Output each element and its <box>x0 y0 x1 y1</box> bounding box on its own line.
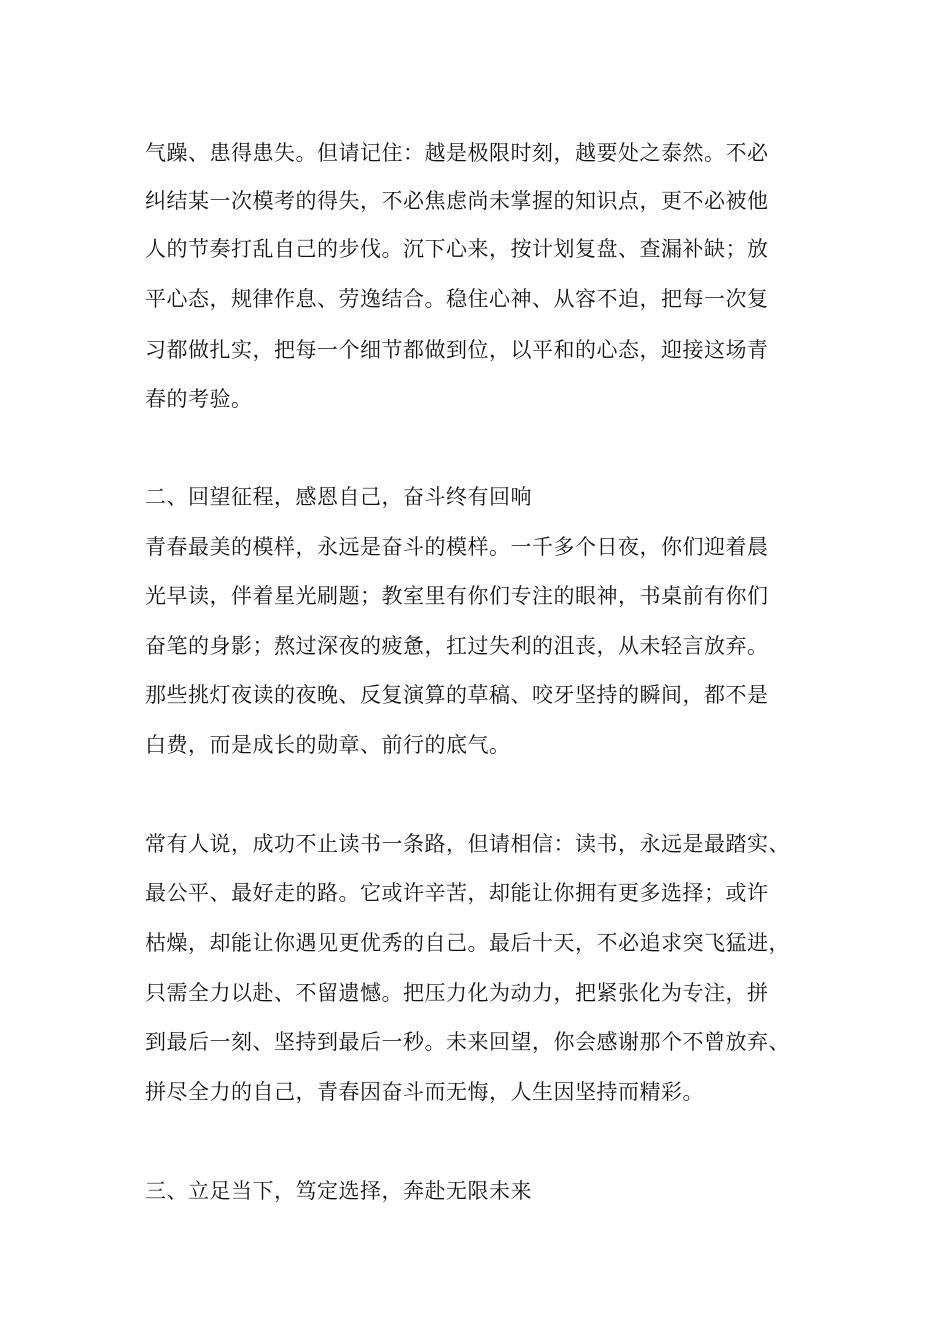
paragraph-2-line-2: 光早读，伴着星光刷题；教室里有你们专注的眼神，书桌前有你们 <box>145 584 769 608</box>
paragraph-2-line-3: 奋笔的身影；熬过深夜的疲惫，扛过失利的沮丧，从未轻言放弃。 <box>145 634 769 658</box>
paragraph-3-line-6: 拼尽全力的自己，青春因奋斗而无悔，人生因坚持而精彩。 <box>145 1080 704 1104</box>
paragraph-3-line-5: 到最后一刻、坚持到最后一秒。未来回望，你会感谢那个不曾放弃、 <box>145 1030 790 1054</box>
section-heading-2: 二、回望征程，感恩自己，奋斗终有回响 <box>145 485 532 509</box>
paragraph-3-line-1: 常有人说，成功不止读书一条路，但请相信：读书，永远是最踏实、 <box>145 832 790 856</box>
paragraph-2-line-1: 青春最美的模样，永远是奋斗的模样。一千多个日夜，你们迎着晨 <box>145 535 769 559</box>
paragraph-1-line-2: 纠结某一次模考的得失，不必焦虑尚未掌握的知识点，更不必被他 <box>145 189 769 213</box>
paragraph-1-line-5: 习都做扎实，把每一个细节都做到位，以平和的心态，迎接这场青 <box>145 338 769 362</box>
paragraph-3-line-3: 枯燥，却能让你遇见更优秀的自己。最后十天，不必追求突飞猛进， <box>145 931 790 955</box>
paragraph-1-line-4: 平心态，规律作息、劳逸结合。稳住心神、从容不迫，把每一次复 <box>145 287 769 311</box>
paragraph-1-line-6: 春的考验。 <box>145 387 253 411</box>
paragraph-3-line-2: 最公平、最好走的路。它或许辛苦，却能让你拥有更多选择；或许 <box>145 881 769 905</box>
paragraph-2-line-4: 那些挑灯夜读的夜晚、反复演算的草稿、咬牙坚持的瞬间，都不是 <box>145 683 769 707</box>
section-heading-3: 三、立足当下，笃定选择，奔赴无限未来 <box>145 1179 532 1203</box>
paragraph-3-line-4: 只需全力以赴、不留遗憾。把压力化为动力，把紧张化为专注，拼 <box>145 981 769 1005</box>
paragraph-2-line-5: 白费，而是成长的勋章、前行的底气。 <box>145 733 511 757</box>
paragraph-1-line-3: 人的节奏打乱自己的步伐。沉下心来，按计划复盘、查漏补缺；放 <box>145 237 769 261</box>
paragraph-1-line-1: 气躁、患得患失。但请记住：越是极限时刻，越要处之泰然。不必 <box>145 141 769 165</box>
